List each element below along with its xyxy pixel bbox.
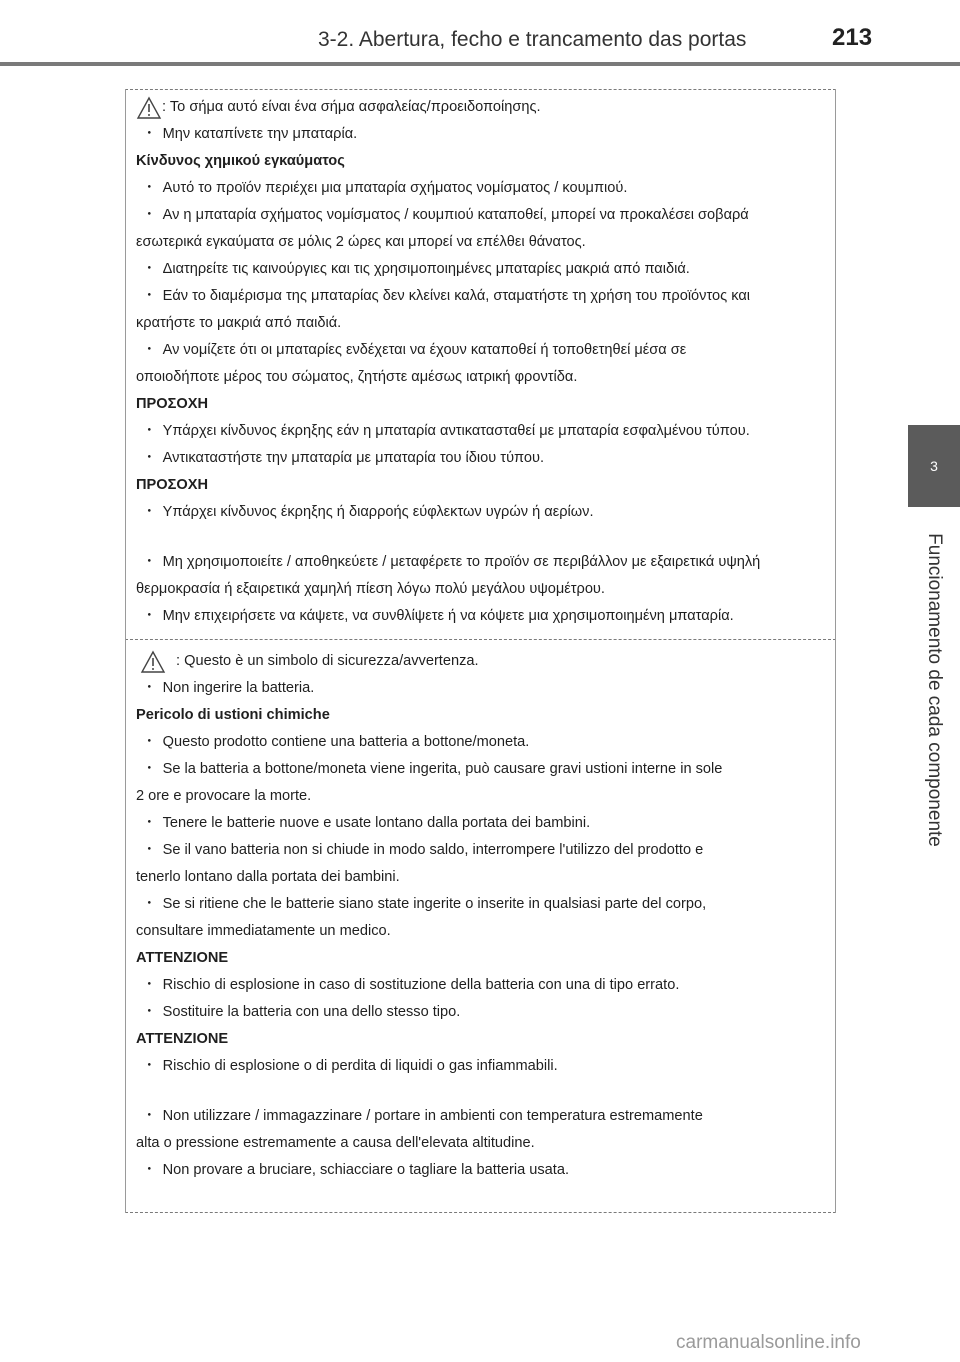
italian-bullet-6: ・ Se si ritiene che le batterie siano state ingerite o inserite in qualsiasi parte del corpo,	[142, 896, 707, 912]
greek-bullet-3: ・ Αν η μπαταρία σχήματος νομίσματος / κουμπιού καταποθεί, μπορεί να προκαλέσει σοβαρά	[142, 207, 749, 223]
italian-heading-1: Pericolo di ustioni chimiche	[136, 707, 330, 723]
bullet-dot: ・	[142, 180, 157, 196]
greek-bullet-9: ・ Υπάρχει κίνδυνος έκρηξης ή διαρροής εύφλεκτων υγρών ή αερίων.	[142, 504, 594, 520]
greek-bullet-4: ・ Διατηρείτε τις καινούργιες και τις χρησιμοποιημένες μπαταρίες μακριά από παιδιά.	[142, 261, 690, 277]
italian-bullet-8: ・ Sostituire la batteria con una dello stesso tipo.	[142, 1004, 461, 1020]
greek-heading-3: ΠΡΟΣΟΧΗ	[136, 477, 209, 493]
frame-bottom-border	[125, 1212, 836, 1213]
greek-bullet-3-cont: εσωτερικά εγκαύματα σε μόλις 2 ώρες και μπορεί να επέλθει θάνατος.	[136, 234, 586, 250]
greek-bullet-2: ・ Αυτό το προϊόν περιέχει μια μπαταρία σχήματος νομίσματος / κουμπιού.	[142, 180, 628, 196]
greek-heading-1: Κίνδυνος χημικού εγκαύματος	[136, 153, 345, 169]
italian-heading-3: ATTENZIONE	[136, 1031, 229, 1047]
frame-left-border	[125, 89, 126, 1213]
chapter-side-label: Funcionamento de cada componente	[924, 533, 945, 847]
italian-warning-line	[136, 648, 826, 675]
bullet-dot: ・	[142, 734, 157, 750]
bullet-dot: ・	[142, 554, 157, 570]
page-number: 213	[832, 24, 873, 51]
bullet-dot: ・	[142, 896, 157, 912]
bullet-dot: ・	[142, 761, 157, 777]
greek-heading-2: ΠΡΟΣΟΧΗ	[136, 396, 209, 412]
italian-bullet-6-cont: consultare immediatamente un medico.	[136, 923, 391, 939]
greek-warning-text: : Το σήμα αυτό είναι ένα σήμα ασφαλείας/προειδοποίησης.	[162, 99, 541, 115]
italian-bullet-10: ・ Non utilizzare / immagazzinare / portare in ambienti con temperatura estremamente	[142, 1108, 703, 1124]
bullet-dot: ・	[142, 680, 157, 696]
greek-warning-line	[136, 94, 826, 121]
greek-bullet-10: ・ Μη χρησιμοποιείτε / αποθηκεύετε / μεταφέρετε το προϊόν σε περιβάλλον με εξαιρετικά υψηλή	[142, 554, 761, 570]
bullet-dot: ・	[142, 815, 157, 831]
italian-bullet-3: ・ Se la batteria a bottone/moneta viene ingerita, può causare gravi ustioni interne in sole	[142, 761, 723, 777]
bullet-dot: ・	[142, 842, 157, 858]
bullet-dot: ・	[142, 1162, 157, 1178]
greek-bullet-6-cont: οποιοδήποτε μέρος του σώματος, ζητήστε αμέσως ιατρική φροντίδα.	[136, 369, 578, 385]
frame-top-border	[125, 89, 836, 90]
chapter-tab[interactable]	[908, 425, 960, 507]
greek-bullet-1: ・ Μην καταπίνετε την μπαταρία.	[142, 126, 358, 142]
italian-bullet-4: ・ Tenere le batterie nuove e usate lontano dalla portata dei bambini.	[142, 815, 591, 831]
italian-bullet-2: ・ Questo prodotto contiene una batteria a bottone/moneta.	[142, 734, 530, 750]
italian-bullet-1: ・ Non ingerire la batteria.	[142, 680, 315, 696]
bullet-dot: ・	[142, 1004, 157, 1020]
bullet-dot: ・	[142, 423, 157, 439]
bullet-dot: ・	[142, 977, 157, 993]
bullet-dot: ・	[142, 342, 157, 358]
bullet-dot: ・	[142, 126, 157, 142]
greek-bullet-11: ・ Μην επιχειρήσετε να κάψετε, να συνθλίψετε ή να κόψετε μια χρησιμοποιημένη μπαταρία.	[142, 608, 734, 624]
greek-bullet-5-cont: κρατήστε το μακριά από παιδιά.	[136, 315, 342, 331]
greek-warning-section	[136, 94, 826, 630]
frame-right-border	[835, 89, 836, 1213]
italian-warning-section	[136, 648, 826, 1184]
chapter-title: 3-2. Abertura, fecho e trancamento das portas	[318, 28, 747, 51]
italian-bullet-11: ・ Non provare a bruciare, schiacciare o tagliare la batteria usata.	[142, 1162, 570, 1178]
italian-bullet-7: ・ Rischio di esplosione in caso di sostituzione della batteria con una di tipo errato.	[142, 977, 680, 993]
italian-bullet-5: ・ Se il vano batteria non si chiude in modo saldo, interrompere l'utilizzo del prodotto e	[142, 842, 704, 858]
greek-bullet-7: ・ Υπάρχει κίνδυνος έκρηξης εάν η μπαταρία αντικατασταθεί με μπαταρία εσφαλμένου τύπου.	[142, 423, 750, 439]
warning-triangle-icon	[136, 650, 170, 674]
italian-bullet-5-cont: tenerlo lontano dalla portata dei bambini.	[136, 869, 400, 885]
bullet-dot: ・	[142, 504, 157, 520]
italian-bullet-3-cont: 2 ore e provocare la morte.	[136, 788, 312, 804]
italian-bullet-9: ・ Rischio di esplosione o di perdita di liquidi o gas infiammabili.	[142, 1058, 558, 1074]
bullet-dot: ・	[142, 1108, 157, 1124]
greek-bullet-10-cont: θερμοκρασία ή εξαιρετικά χαμηλή πίεση λόγω πολύ μεγάλου υψομέτρου.	[136, 581, 605, 597]
greek-bullet-6: ・ Αν νομίζετε ότι οι μπαταρίες ενδέχεται να έχουν καταποθεί ή τοποθετηθεί μέσα σε	[142, 342, 687, 358]
warning-triangle-icon	[136, 96, 162, 120]
italian-heading-2: ATTENZIONE	[136, 950, 229, 966]
bullet-dot: ・	[142, 288, 157, 304]
bullet-dot: ・	[142, 207, 157, 223]
bullet-dot: ・	[142, 608, 157, 624]
chapter-tab-number: 3	[930, 458, 938, 474]
italian-warning-text: : Questo è un simbolo di sicurezza/avvertenza.	[176, 653, 479, 669]
bullet-dot: ・	[142, 450, 157, 466]
watermark: carmanualsonline.info	[676, 1332, 861, 1353]
bullet-dot: ・	[142, 1058, 157, 1074]
greek-bullet-5: ・ Εάν το διαμέρισμα της μπαταρίας δεν κλείνει καλά, σταματήστε τη χρήση του προϊόντος και	[142, 288, 751, 304]
frame-divider	[125, 639, 836, 640]
header-rule	[0, 62, 960, 66]
italian-bullet-10-cont: alta o pressione estremamente a causa dell'elevata altitudine.	[136, 1135, 535, 1151]
greek-bullet-8: ・ Αντικαταστήστε την μπαταρία με μπαταρία του ίδιου τύπου.	[142, 450, 545, 466]
bullet-dot: ・	[142, 261, 157, 277]
